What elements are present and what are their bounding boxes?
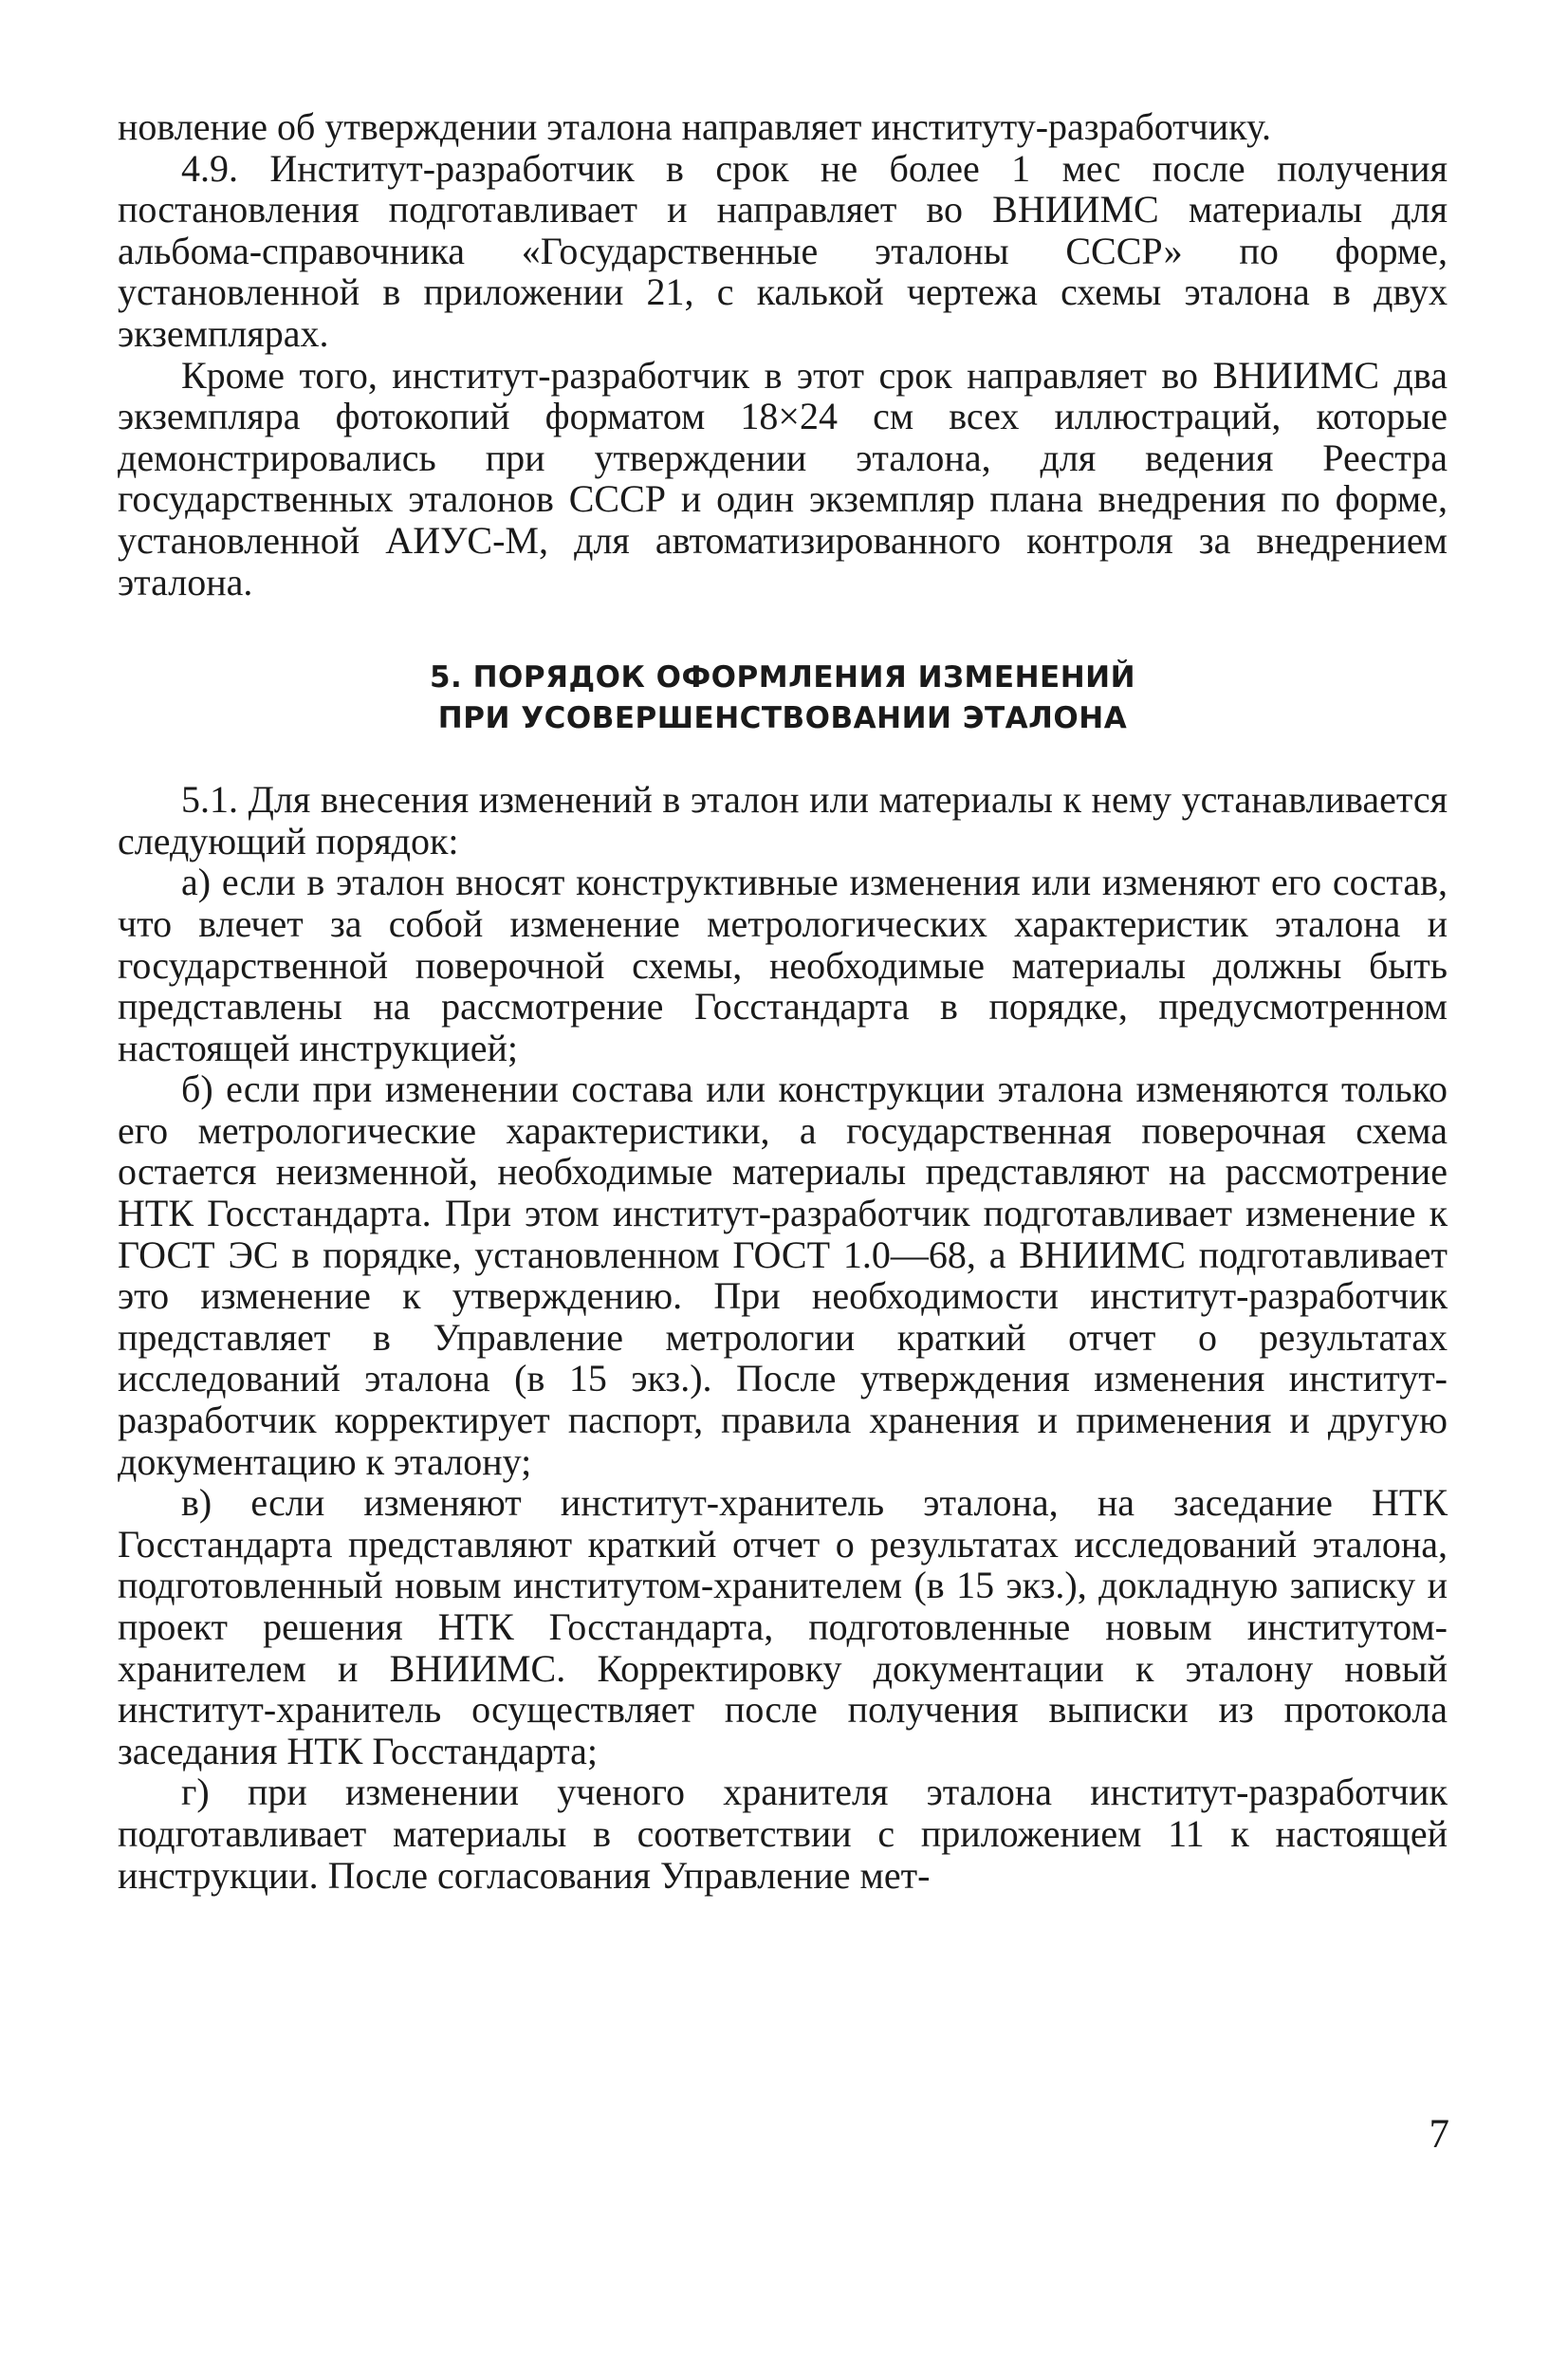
paragraph-item-g: г) при изменении ученого хранителя эталона институт-разработчик подготавливает материалы в соответствии с приложением 11 к настоящей инструкции. После согласования Управление мет- bbox=[118, 1770, 1448, 1897]
page-number: 7 bbox=[1429, 2112, 1449, 2157]
paragraph-krome-togo: Кроме того, институт-разработчик в этот срок направляет во ВНИИМС два экземпляра фотокопий форматом 18×24 см всех иллюстраций, которые демонстрировались при утверждении эталона, для ведения Реестра государственных эталонов СССР и один экземпляр плана внедрения по форме, установленной АИУС-М, для автоматизированного контроля за внедрением эталона. bbox=[118, 353, 1448, 603]
section-heading-line-2: ПРИ УСОВЕРШЕНСТВОВАНИИ ЭТАЛОНА bbox=[437, 701, 1128, 736]
paragraph-5-1: 5.1. Для внесения изменений в эталон или материалы к нему устанавливается следующий порядок: bbox=[118, 778, 1448, 862]
paragraph-4-9: 4.9. Институт-разработчик в срок не более 1 мес после получения постановления подготавливает и направляет во ВНИИМС материалы для альбома-справочника «Государственные эталоны СССР» по форме, установленной в приложении 21, с калькой чертежа схемы эталона в двух экземплярах. bbox=[118, 146, 1448, 355]
section-5-body bbox=[118, 779, 1448, 1896]
section-heading-line-1: 5. ПОРЯДОК ОФОРМЛЕНИЯ ИЗМЕНЕНИЙ bbox=[429, 660, 1136, 695]
paragraph-continuation: новление об утверждении эталона направляет институту-разработчику. bbox=[118, 105, 1272, 148]
paragraph-item-b: б) если при изменении состава или конструкции эталона изменяются только его метрологические характеристики, а государственная поверочная схема остается неизменной, необходимые материалы представляют на рассмотрение НТК Госстандарта. При этом институт-разработчик подготавливает изменение к ГОСТ ЭС в порядке, установленном ГОСТ 1.0—68, а ВНИИМС подготавливает это изменение к утверждению. При необходимости институт-разработчик представляет в Управление метрологии краткий отчет о результатах исследований эталона (в 15 экз.). После утверждения изменения институт-разработчик корректирует паспорт, правила хранения и применения и другую документацию к эталону; bbox=[118, 1067, 1448, 1483]
paragraph-item-v: в) если изменяют институт-хранитель эталона, на заседание НТК Госстандарта представляют краткий отчет о результатах исследований эталона, подготовленный новым институтом-хранителем (в 15 экз.), докладную записку и проект решения НТК Госстандарта, подготовленные новым институтом-хранителем и ВНИИМС. Корректировку документации к эталону новый институт-хранитель осуществляет после получения выписки из протокола заседания НТК Госстандарта; bbox=[118, 1481, 1448, 1772]
top-text-block bbox=[118, 106, 1448, 602]
section-5-heading bbox=[118, 658, 1448, 739]
paragraph-item-a: а) если в эталон вносят конструктивные изменения или изменяют его состав, что влечет за собой изменение метрологических характеристик эталона и государственной поверочной схемы, необходимые материалы должны быть представлены на рассмотрение Госстандарта в порядке, предусмотренном настоящей инструкцией; bbox=[118, 861, 1448, 1069]
document-page bbox=[118, 106, 1448, 1896]
